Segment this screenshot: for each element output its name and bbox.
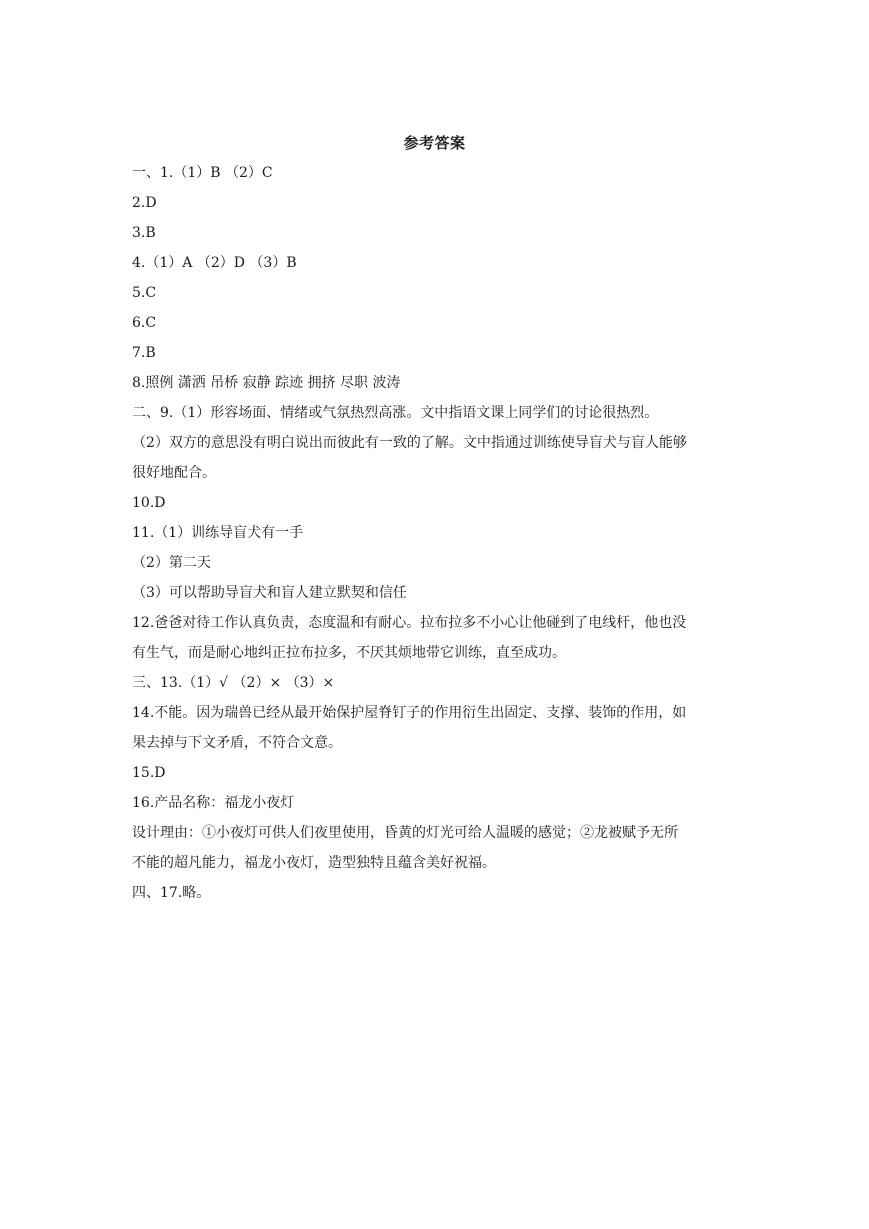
answer-line: 4.（1）A （2）D （3）B: [132, 255, 297, 271]
answer-line: 三、13.（1）√ （2）× （3）×: [132, 675, 335, 691]
answer-line: 10.D: [132, 495, 166, 511]
answer-line: 14.不能。因为瑞兽已经从最开始保护屋脊钉子的作用衍生出固定、支撑、装饰的作用，如: [132, 705, 687, 721]
answer-line: 3.B: [132, 225, 156, 241]
answer-line: 二、9.（1）形容场面、情绪或气氛热烈高涨。文中指语文课上同学们的讨论很热烈。: [132, 405, 659, 421]
answer-line: （2）双方的意思没有明白说出而彼此有一致的了解。文中指通过训练使导盲犬与盲人能够: [132, 435, 687, 451]
answer-line: 16.产品名称：福龙小夜灯: [132, 795, 295, 811]
page-title: 参考答案: [403, 134, 466, 152]
answer-line: 5.C: [132, 285, 157, 301]
answer-line: 8.照例 潇洒 吊桥 寂静 踪迹 拥挤 尽职 波涛: [132, 375, 401, 391]
answer-line: 11.（1）训练导盲犬有一手: [132, 525, 304, 541]
answer-line: 12.爸爸对待工作认真负责，态度温和有耐心。拉布拉多不小心让他碰到了电线杆，他也没: [132, 615, 687, 631]
answer-line: （2）第二天: [132, 555, 211, 571]
answer-line: 一、1.（1）B （2）C: [132, 165, 273, 181]
answer-line: 果去掉与下文矛盾，不符合文意。: [132, 735, 342, 751]
answer-line: （3）可以帮助导盲犬和盲人建立默契和信任: [132, 585, 407, 601]
answer-line: 不能的超凡能力，福龙小夜灯，造型独特且蕴含美好祝福。: [132, 855, 496, 871]
answer-line: 四、17.略。: [132, 885, 211, 901]
answer-line: 7.B: [132, 345, 156, 361]
answer-line: 6.C: [132, 315, 157, 331]
answer-line: 设计理由：①小夜灯可供人们夜里使用，昏黄的灯光可给人温暖的感觉；②龙被赋予无所: [132, 825, 678, 841]
answer-line: 很好地配合。: [132, 465, 216, 481]
answer-line: 15.D: [132, 765, 166, 781]
answer-list: [132, 158, 738, 908]
answer-line: 有生气，而是耐心地纠正拉布拉多，不厌其烦地带它训练，直至成功。: [132, 645, 566, 661]
answer-line: 2.D: [132, 195, 157, 211]
